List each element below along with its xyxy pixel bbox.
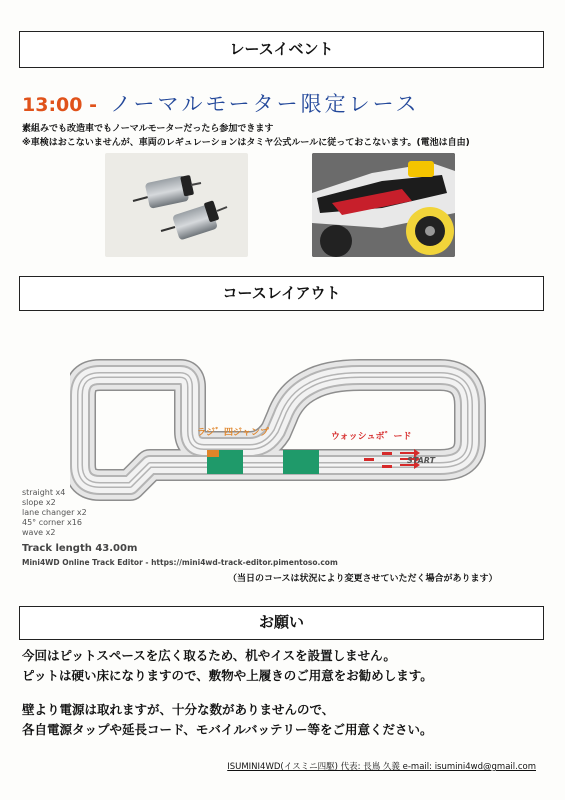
- race-heading: [22, 88, 420, 118]
- section-header-event: [19, 31, 544, 68]
- request-line-2: ピットは硬い床になりますので、敷物や上履きのご用意をお勧めします。: [22, 668, 433, 683]
- track-legend: [22, 488, 87, 538]
- section-header-layout: [19, 276, 544, 311]
- footer-contact: ISUMINI4WD(イスミニ四駆) 代表: 長嶌 久義 e-mail: isumini4wd@gmail.com: [227, 762, 536, 772]
- start-label: START: [407, 456, 436, 465]
- track-length: Track length 43.00m: [22, 543, 138, 554]
- legend-item: lane changer x2: [22, 508, 87, 517]
- washboard-label: ウォッシュボ゛ード: [331, 432, 412, 442]
- request-line-1: 今回はピットスペースを広く取るため、机やイスを設置しません。: [22, 648, 396, 663]
- race-desc-1: 素組みでも改造車でもノーマルモーターだったら参加できます: [22, 124, 274, 134]
- jump-landing: [283, 450, 319, 474]
- section-header-request: [19, 606, 544, 640]
- section-title-request: お願い: [258, 613, 304, 631]
- race-time: 13:00 -: [22, 94, 97, 116]
- race-desc-2: ※車検はおこないませんが、車両のレギュレーションはタミヤ公式ルールに従っておこないます。(電池は自由): [22, 138, 470, 148]
- car-photo: [312, 153, 455, 257]
- editor-credit: Mini4WD Online Track Editor - https://mini4wd-track-editor.pimentoso.com: [22, 558, 338, 567]
- request-line-3: 壁より電源は取れますが、十分な数がありませんので、: [22, 702, 335, 717]
- motor-photo: [105, 153, 248, 257]
- section-title-event: レースイベント: [229, 40, 334, 58]
- section-title-layout: コースレイアウト: [222, 284, 341, 302]
- course-note: （当日のコースは状況により変更させていただく場合があります）: [228, 574, 498, 584]
- washboard-marker: [364, 458, 374, 461]
- race-title: ノーマルモーター限定レース: [110, 92, 420, 116]
- legend-item: wave x2: [22, 528, 56, 537]
- jump-label: ラジ゛四ジャンプ: [197, 428, 269, 438]
- track-diagram: [70, 355, 500, 515]
- request-line-4: 各自電源タップや延長コード、モバイルバッテリー等をご用意ください。: [22, 722, 433, 737]
- legend-item: slope x2: [22, 498, 56, 507]
- legend-item: straight x4: [22, 488, 66, 497]
- legend-item: 45° corner x16: [22, 518, 82, 527]
